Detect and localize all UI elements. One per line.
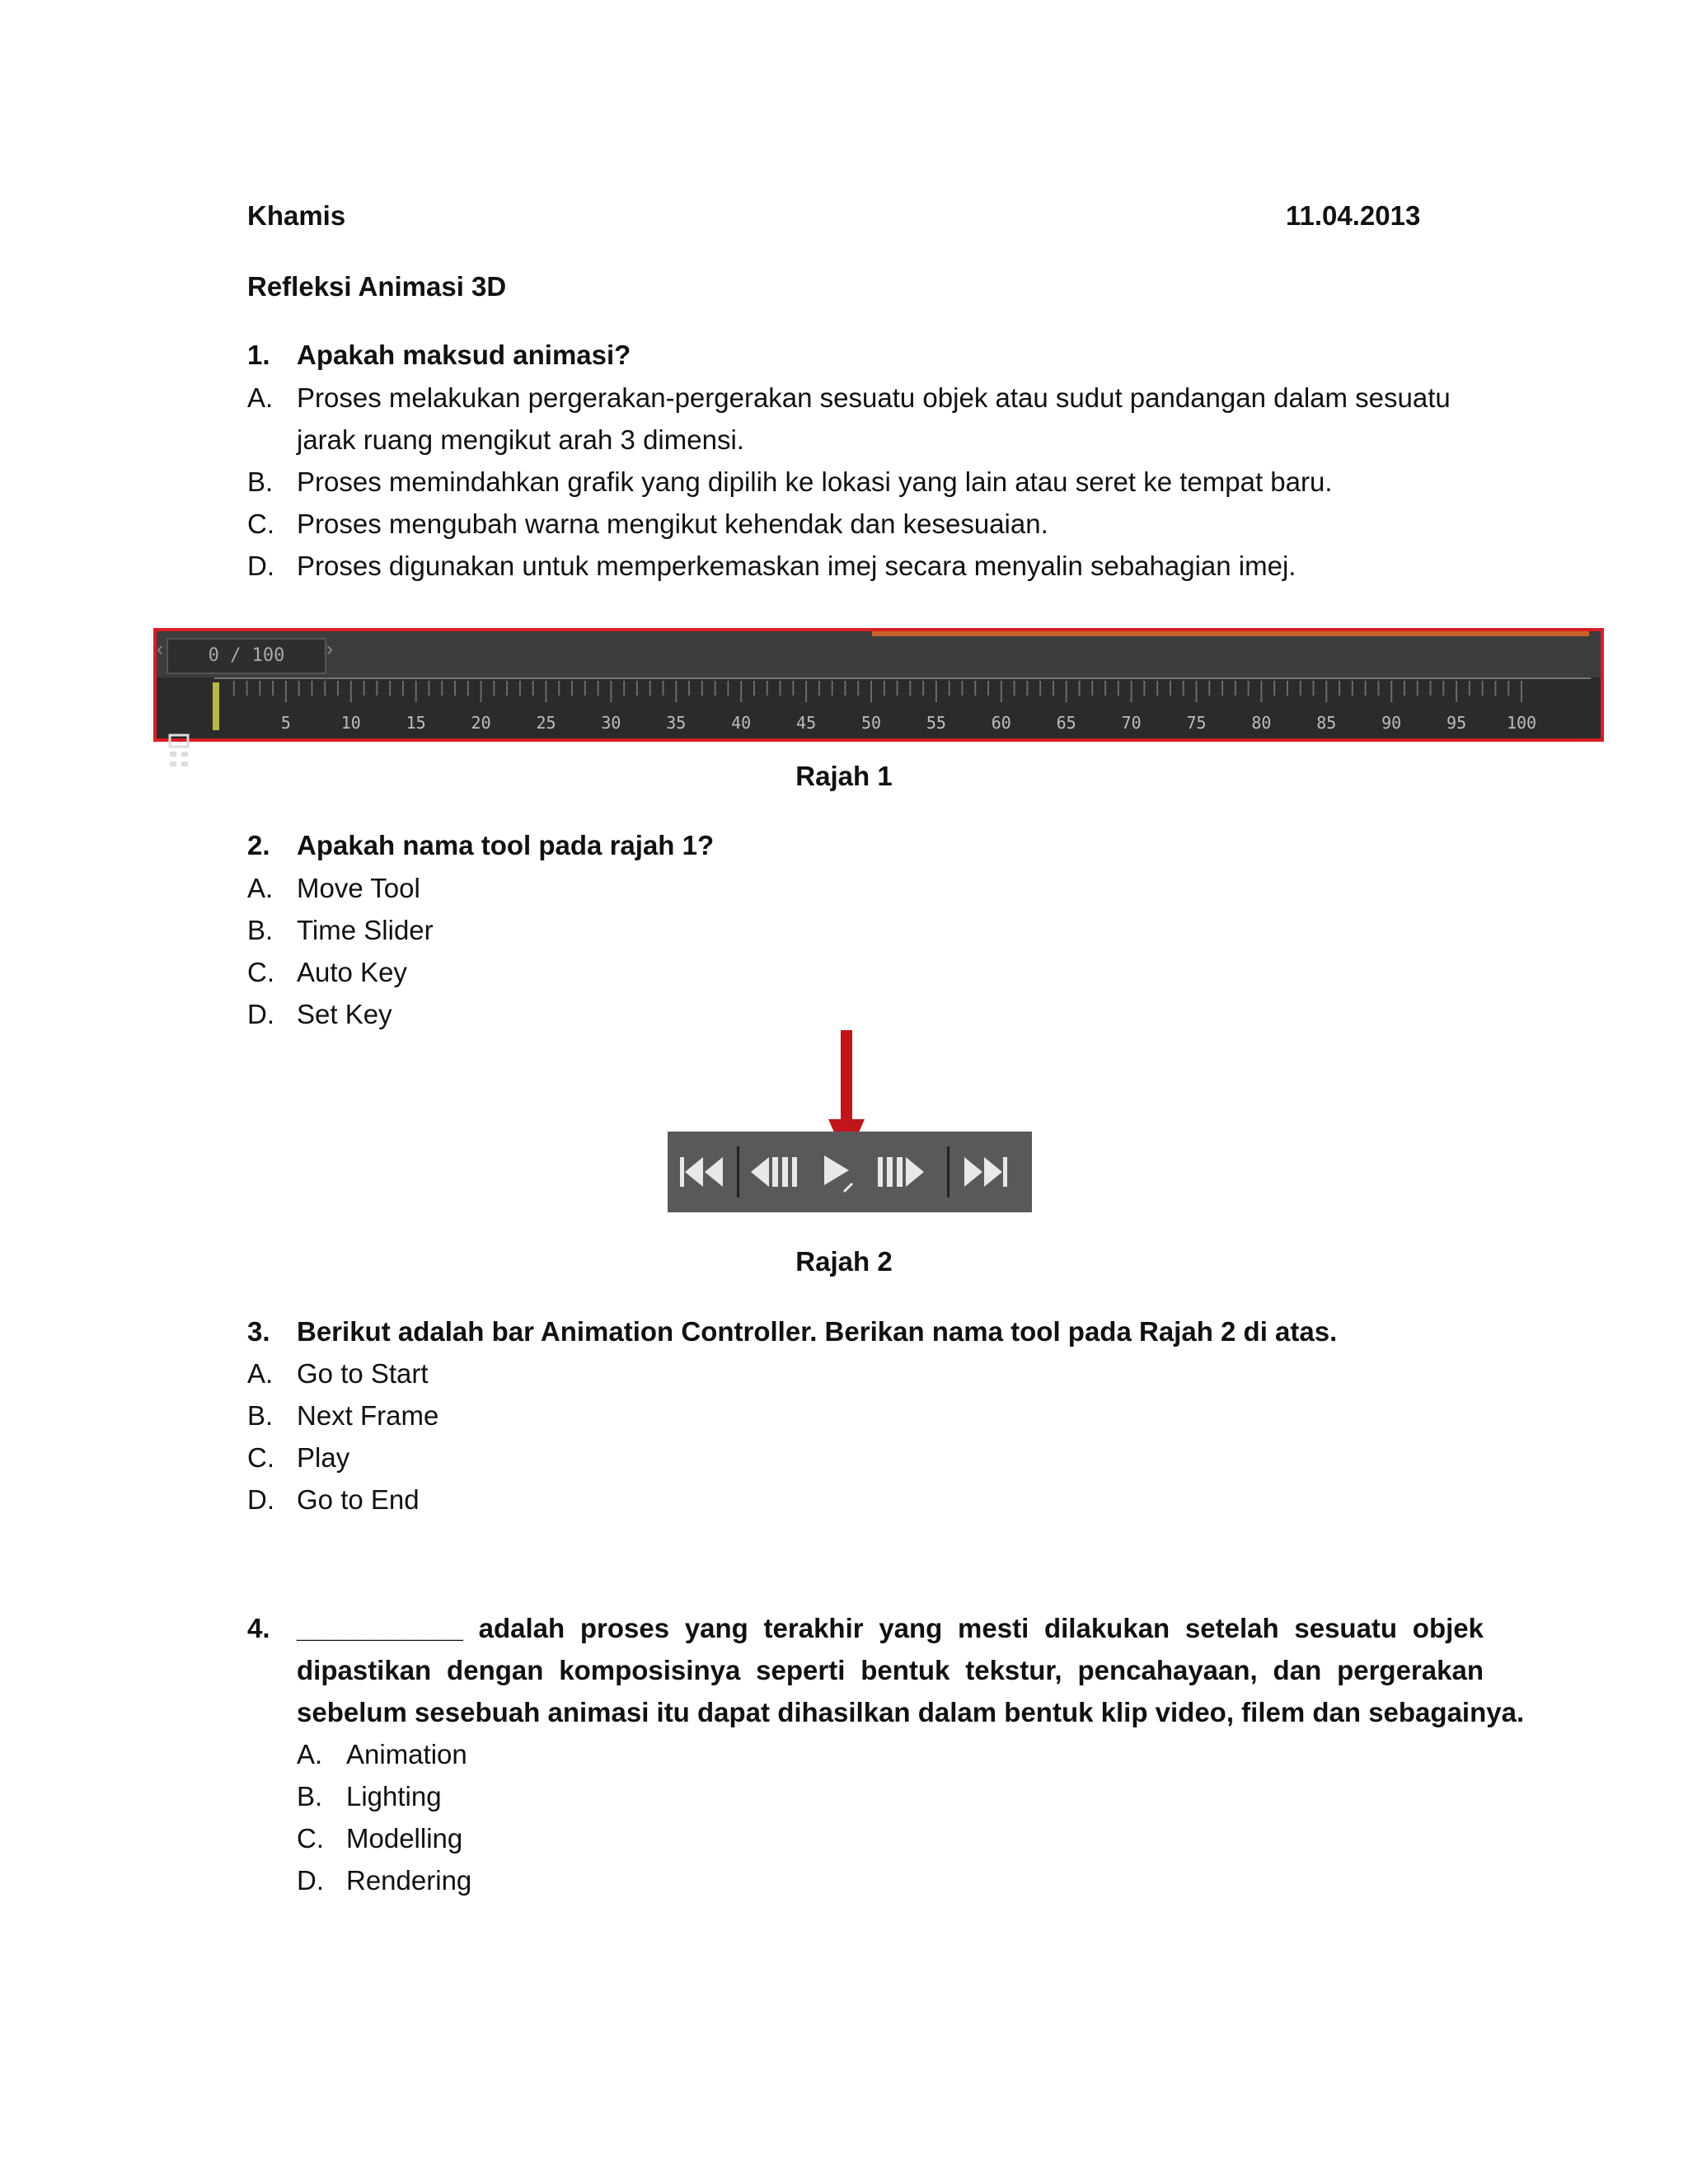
ruler-tick-label: 80	[1251, 713, 1272, 733]
q1-number: 1.	[247, 340, 270, 370]
ruler-tick-label: 85	[1316, 713, 1337, 733]
q2-question: Apakah nama tool pada rajah 1?	[297, 830, 715, 860]
controller-divider	[947, 1146, 950, 1197]
q4-question-line1: ___________ adalah proses yang terakhir yang mesti dilakukan setelah sesuatu objek	[297, 1613, 1484, 1643]
ruler-tick-label: 60	[991, 713, 1011, 733]
q1-option-c-letter: C.	[247, 509, 274, 539]
q2-number: 2.	[247, 830, 270, 860]
figure2-caption: Rajah 2	[795, 1246, 893, 1277]
q3-option-c-letter: C.	[247, 1442, 274, 1473]
ruler-tick-label: 65	[1056, 713, 1076, 733]
q1-option-a-line1: Proses melakukan pergerakan-pergerakan sesuatu objek atau sudut pandangan dalam sesuatu	[297, 382, 1451, 413]
time-slider-figure	[153, 628, 1604, 742]
previous-frame-icon	[747, 1132, 801, 1212]
controller-divider	[737, 1146, 739, 1197]
q4-option-d: Rendering	[346, 1865, 472, 1896]
q4-option-c: Modelling	[346, 1823, 463, 1854]
q3-option-a: Go to Start	[297, 1358, 429, 1389]
slider-top-bar	[157, 631, 1601, 677]
q3-option-b: Next Frame	[297, 1400, 439, 1431]
q3-option-d: Go to End	[297, 1484, 420, 1515]
go-to-end-icon	[956, 1132, 1014, 1212]
q4-number: 4.	[247, 1613, 270, 1643]
q3-option-d-letter: D.	[247, 1484, 274, 1515]
play-icon	[813, 1132, 862, 1212]
q1-option-c: Proses mengubah warna mengikut kehendak dan kesesuaian.	[297, 509, 1048, 539]
ruler-tick-label: 90	[1381, 713, 1402, 733]
q2-option-c-letter: C.	[247, 957, 274, 987]
q4-option-d-letter: D.	[297, 1865, 324, 1896]
q4-option-c-letter: C.	[297, 1823, 324, 1854]
q4-option-b: Lighting	[346, 1781, 442, 1811]
frame-counter: 0 / 100	[166, 638, 326, 674]
ruler-tick-label: 95	[1447, 713, 1467, 733]
page-title: Refleksi Animasi 3D	[247, 271, 507, 302]
chevron-right-icon: ›	[326, 638, 333, 660]
slider-highlight	[872, 631, 1589, 636]
q1-question: Apakah maksud animasi?	[297, 340, 631, 370]
ruler-tick-label: 100	[1506, 713, 1537, 733]
q3-option-a-letter: A.	[247, 1358, 274, 1389]
q1-option-d-letter: D.	[247, 551, 274, 581]
q3-option-b-letter: B.	[247, 1400, 274, 1431]
frame-ruler	[157, 677, 1601, 738]
q2-option-a-letter: A.	[247, 873, 274, 903]
ruler-tick-label: 50	[860, 713, 882, 733]
ruler-tick-label: 20	[471, 713, 491, 733]
go-to-start-icon	[678, 1132, 727, 1212]
ruler-tick-label: 40	[731, 713, 752, 733]
ruler-tick-label: 25	[536, 713, 556, 733]
ruler-tick-label: 55	[926, 713, 946, 733]
q2-option-a: Move Tool	[297, 873, 420, 903]
q3-option-c: Play	[297, 1442, 350, 1473]
ruler-tick-label: 15	[406, 713, 426, 733]
q2-option-c: Auto Key	[297, 957, 407, 987]
q4-question-line3: sebelum sesebuah animasi itu dapat dihasilkan dalam bentuk klip video, filem dan sebagainya.	[297, 1697, 1525, 1727]
q1-option-b: Proses memindahkan grafik yang dipilih ke lokasi yang lain atau seret ke tempat baru.	[297, 466, 1333, 497]
q2-option-d-letter: D.	[247, 999, 274, 1029]
q1-option-b-letter: B.	[247, 466, 274, 497]
q4-option-a-letter: A.	[297, 1739, 323, 1769]
q3-number: 3.	[247, 1316, 270, 1347]
q4-option-b-letter: B.	[297, 1781, 323, 1811]
figure1-caption: Rajah 1	[795, 761, 893, 791]
ruler-tick-label: 5	[280, 713, 291, 733]
next-frame-icon	[874, 1132, 928, 1212]
q2-option-d: Set Key	[297, 999, 392, 1029]
q1-option-a-letter: A.	[247, 382, 274, 413]
q3-question: Berikut adalah bar Animation Controller. Berikan nama tool pada Rajah 2 di atas.	[297, 1316, 1338, 1347]
header-date: 11.04.2013	[1286, 200, 1421, 231]
q4-option-a: Animation	[346, 1739, 467, 1769]
q2-option-b: Time Slider	[297, 915, 434, 945]
q1-option-a-line2: jarak ruang mengikut arah 3 dimensi.	[297, 424, 744, 455]
chevron-left-icon: ‹	[157, 638, 163, 660]
q4-question-line2: dipastikan dengan komposisinya seperti bentuk tekstur, pencahayaan, dan pergerakan	[297, 1655, 1484, 1685]
ruler-tick-label: 75	[1186, 713, 1207, 733]
q2-option-b-letter: B.	[247, 915, 274, 945]
ruler-tick-label: 30	[601, 713, 621, 733]
ruler-tick-label: 70	[1121, 713, 1142, 733]
header-day: Khamis	[247, 200, 346, 231]
ruler-tick-label: 10	[340, 713, 361, 733]
ruler-tick-label: 45	[796, 713, 817, 733]
q1-option-d: Proses digunakan untuk memperkemaskan imej secara menyalin sebahagian imej.	[297, 551, 1296, 581]
ruler-tick-label: 35	[666, 713, 687, 733]
animation-controller-bar	[668, 1132, 1032, 1212]
